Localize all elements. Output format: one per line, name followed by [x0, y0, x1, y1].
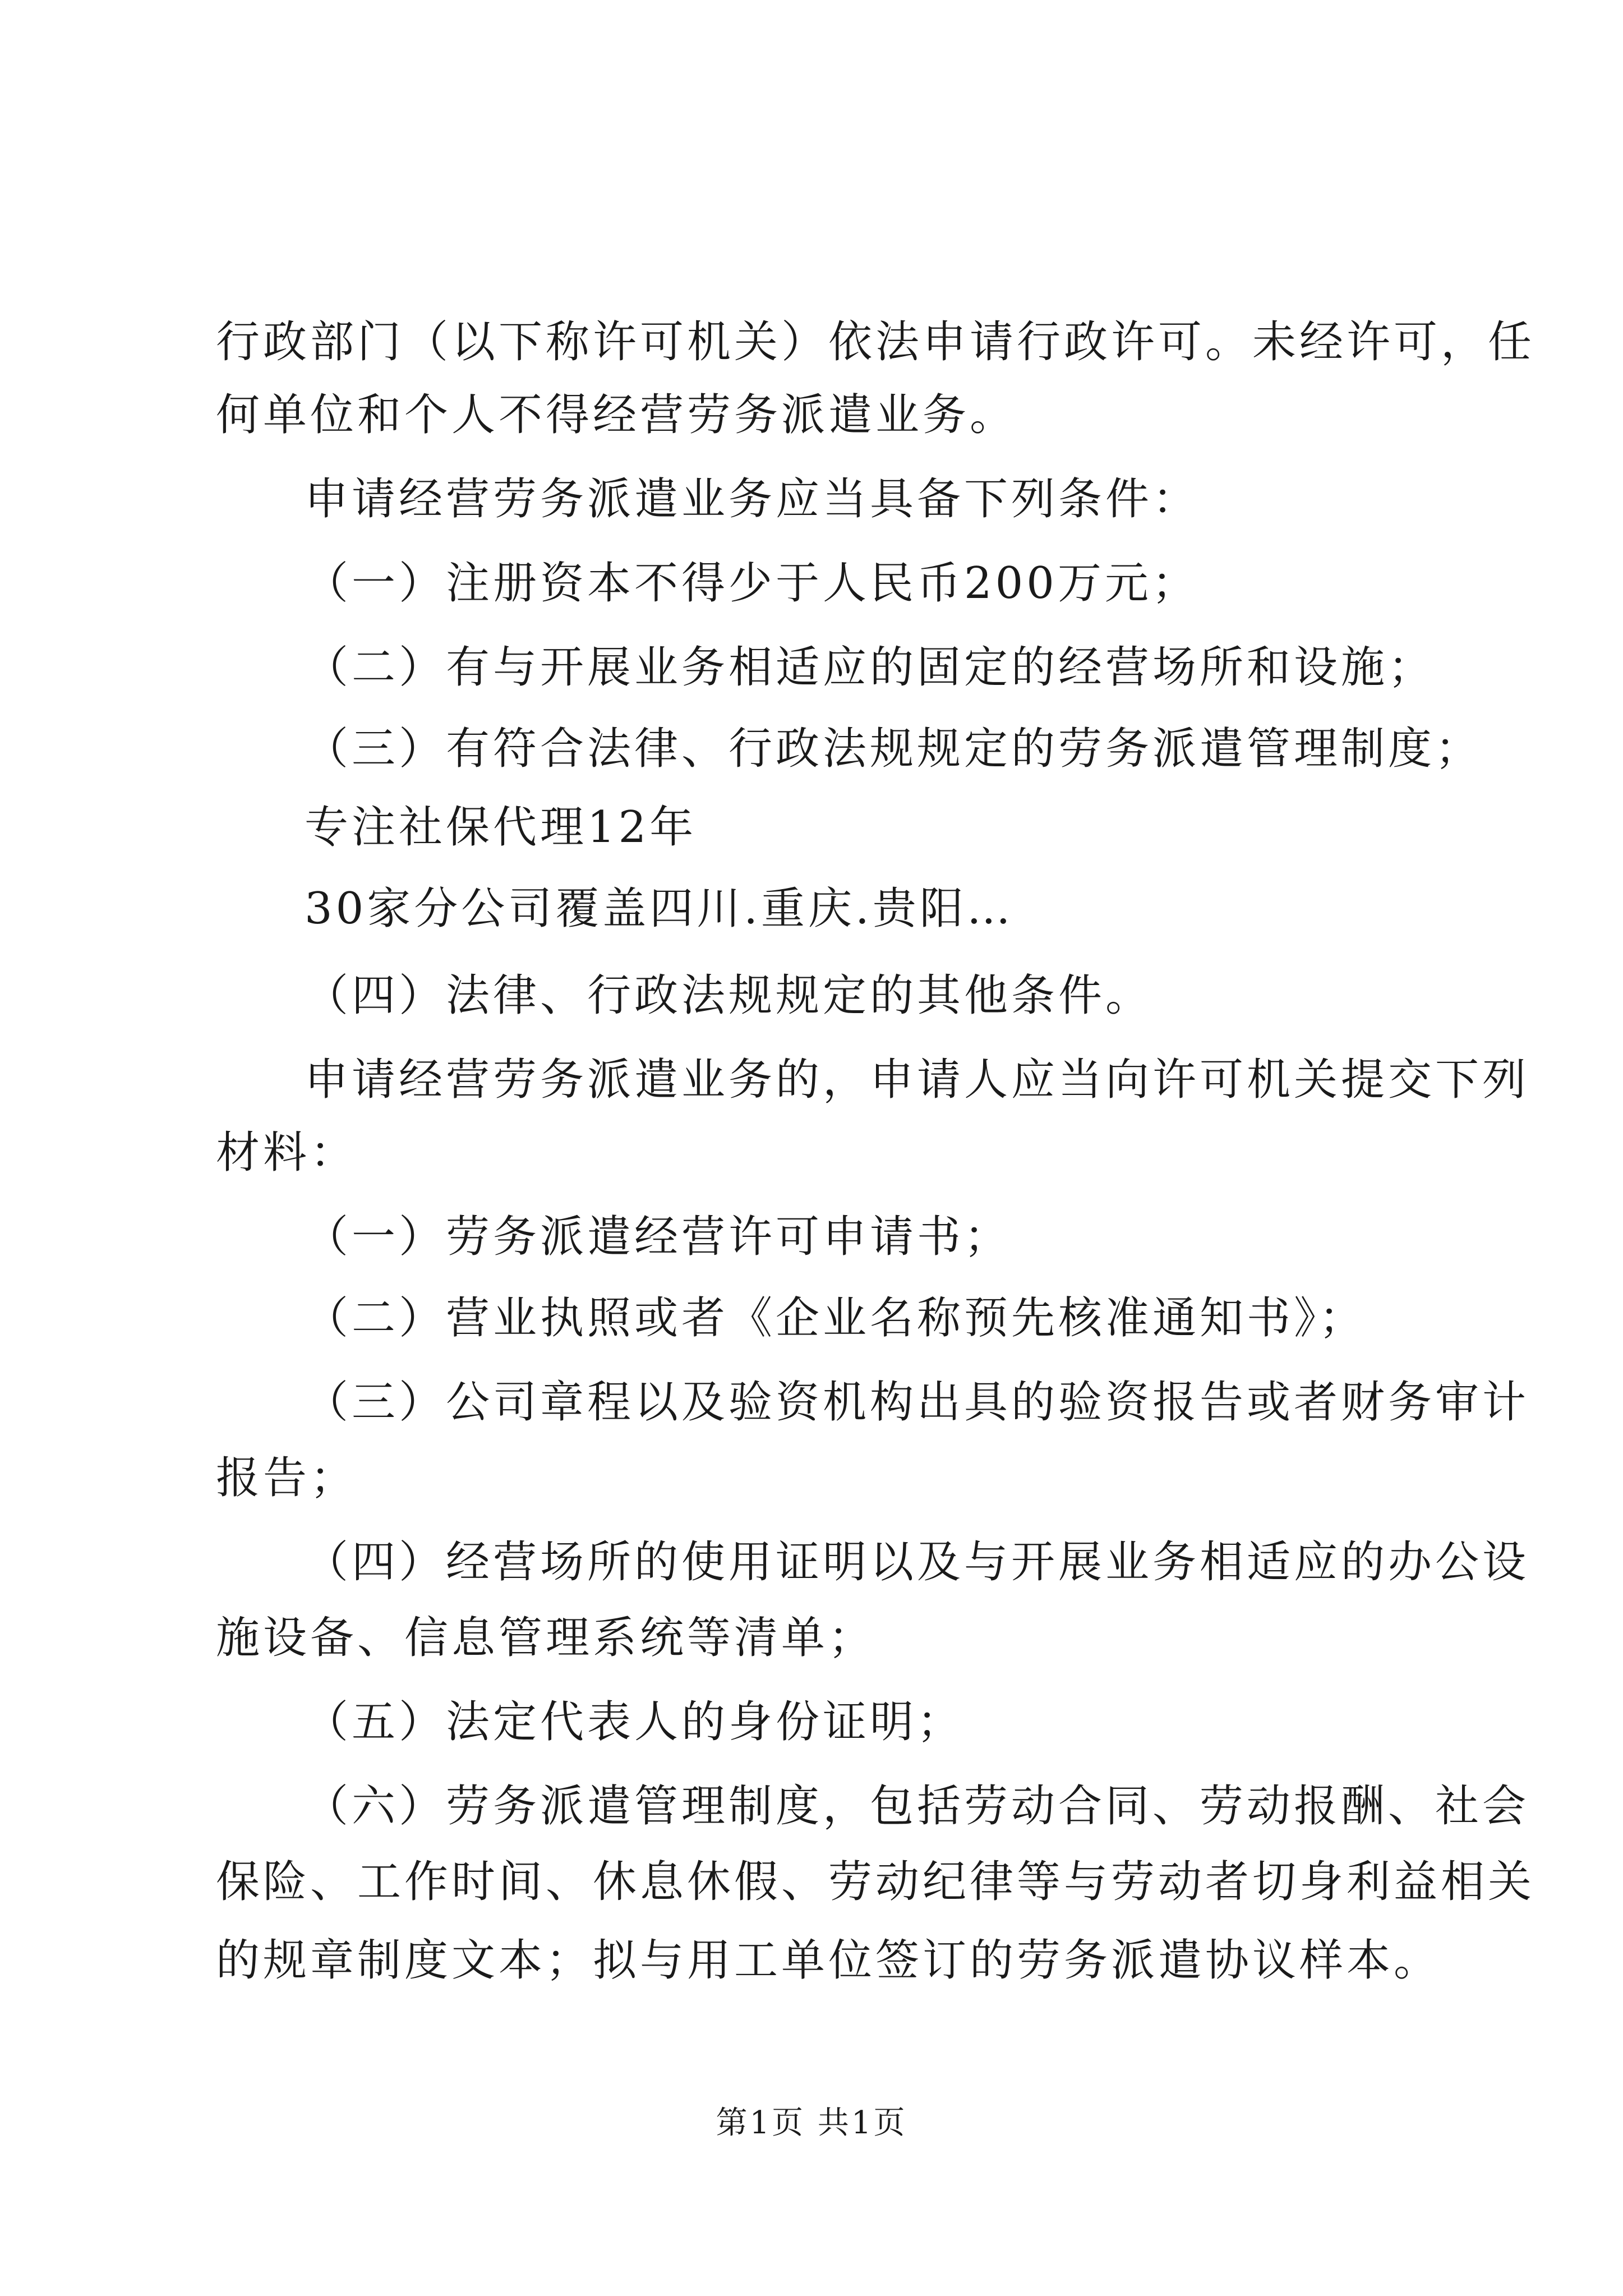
material-item-6-cont-2: 的规章制度文本；拟与用工单位签订的劳务派遣协议样本。 — [216, 1935, 1441, 1986]
paragraph-line-materials-cont: 材料： — [216, 1128, 358, 1178]
ad-line-2: 30家分公司覆盖四川.重庆.贵阳… — [305, 884, 1014, 934]
list-item-premises: （二）有与开展业务相适应的固定的经营场所和设施； — [305, 642, 1436, 693]
paragraph-line-1: 行政部门（以下称许可机关）依法申请行政许可。未经许可，任 — [216, 317, 1536, 367]
list-item-capital: （一）注册资本不得少于人民币200万元； — [305, 558, 1199, 609]
material-item-3: （三）公司章程以及验资机构出具的验资报告或者财务审计 — [305, 1377, 1530, 1428]
page-number-footer: 第1页 共1页 — [716, 2105, 907, 2141]
list-item-management-system: （三）有符合法律、行政法规规定的劳务派遣管理制度； — [305, 724, 1483, 774]
material-item-4: （四）经营场所的使用证明以及与开展业务相适应的办公设 — [305, 1537, 1530, 1588]
ad-line-1: 专注社保代理12年 — [305, 802, 697, 853]
material-item-5: （五）法定代表人的身份证明； — [305, 1697, 965, 1747]
material-item-2: （二）营业执照或者《企业名称预先核准通知书》； — [305, 1293, 1367, 1343]
paragraph-line-3: 申请经营劳务派遣业务应当具备下列条件： — [305, 474, 1200, 524]
material-item-3-cont: 报告； — [216, 1453, 358, 1503]
material-item-4-cont: 施设备、信息管理系统等清单； — [216, 1613, 876, 1663]
material-item-6-cont-1: 保险、工作时间、休息休假、劳动纪律等与劳动者切身利益相关 — [216, 1857, 1536, 1907]
material-item-6: （六）劳务派遣管理制度，包括劳动合同、劳动报酬、社会 — [305, 1781, 1530, 1832]
paragraph-line-materials: 申请经营劳务派遣业务的，申请人应当向许可机关提交下列 — [305, 1055, 1530, 1105]
material-item-1: （一）劳务派遣经营许可申请书； — [305, 1212, 1012, 1262]
list-item-other-conditions: （四）法律、行政法规规定的其他条件。 — [305, 970, 1153, 1021]
paragraph-line-2: 何单位和个人不得经营劳务派遣业务。 — [216, 390, 1017, 440]
